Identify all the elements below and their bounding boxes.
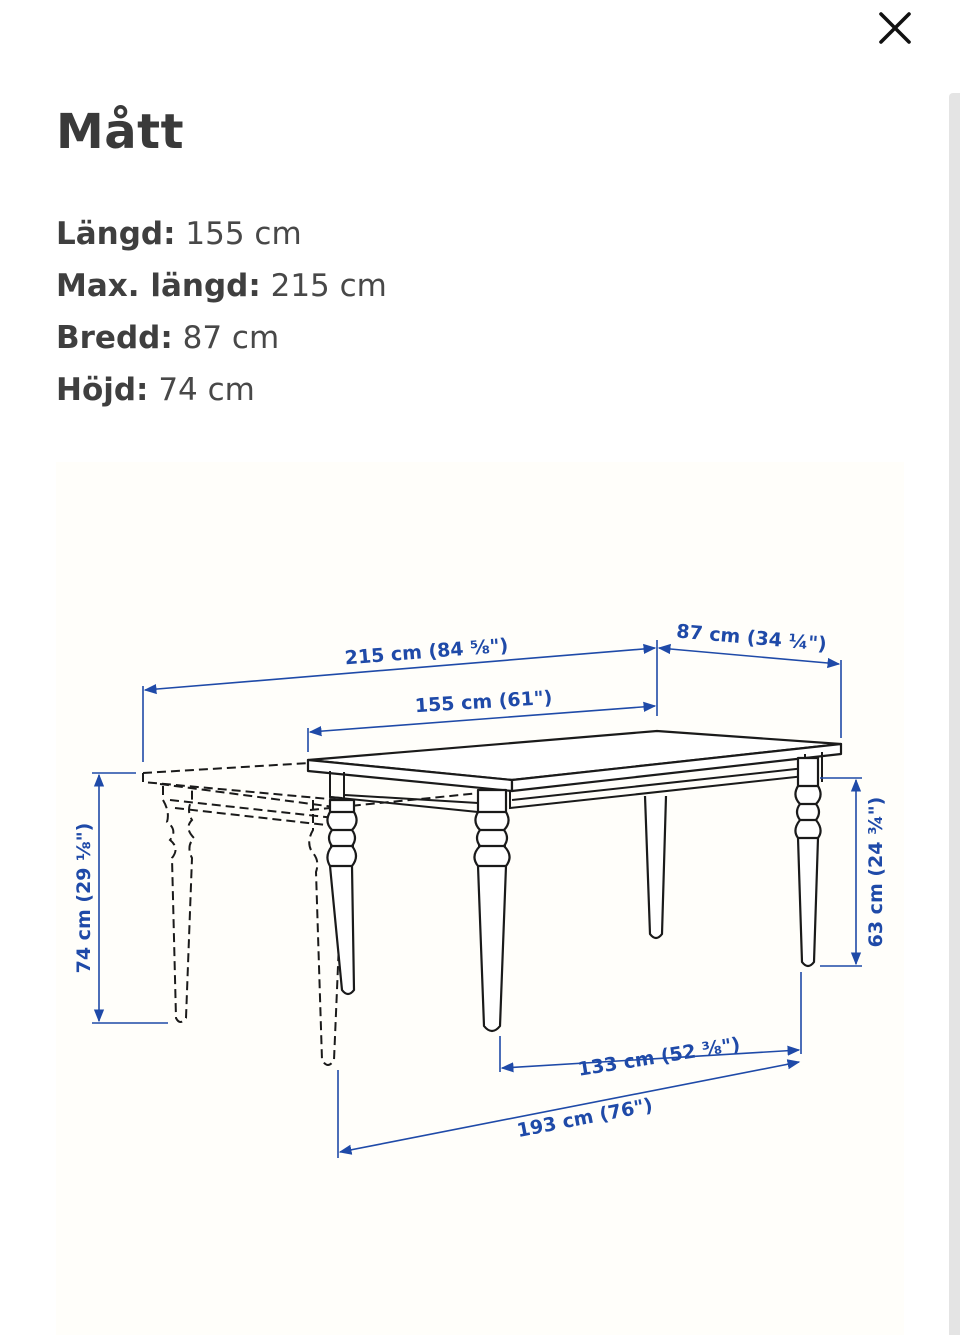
- close-icon: [878, 11, 912, 45]
- measurement-height: [56, 364, 387, 416]
- measurement-value: 215 cm: [270, 268, 387, 304]
- dim-label-leg-span-extended: 193 cm (76"): [515, 1094, 655, 1143]
- dim-label-height: 74 cm (29 ⅛"): [73, 822, 95, 974]
- dim-label-length: 155 cm (61"): [414, 686, 554, 718]
- extension-leaf-dashed: [143, 763, 480, 1065]
- measurement-value: 87 cm: [182, 320, 280, 356]
- table-top: [308, 731, 841, 791]
- page-title: Mått: [56, 104, 185, 160]
- close-button[interactable]: [866, 0, 924, 56]
- dim-label-leg-span: 133 cm (52 ⅜"): [576, 1033, 742, 1081]
- measurement-list: [56, 208, 387, 416]
- measurement-max-length: [56, 260, 387, 312]
- measurement-value: 74 cm: [158, 372, 255, 408]
- dimension-lines: [92, 640, 862, 1158]
- scrollbar[interactable]: [949, 93, 960, 1335]
- measurement-width: [56, 312, 387, 364]
- dim-label-clearance: 63 cm (24 ¾"): [865, 796, 887, 948]
- dim-label-max-length: 215 cm (84 ⅝"): [343, 634, 510, 670]
- dim-label-width: 87 cm (34 ¼"): [675, 620, 828, 656]
- table-line-drawing: [56, 462, 904, 1335]
- measurement-label: Höjd:: [56, 372, 149, 408]
- measurement-length: [56, 208, 387, 260]
- measurement-value: 155 cm: [185, 216, 302, 252]
- measurement-label: Längd:: [56, 216, 176, 252]
- dimension-diagram: [56, 462, 904, 1335]
- measurement-label: Bredd:: [56, 320, 173, 356]
- measurement-label: Max. längd:: [56, 268, 261, 304]
